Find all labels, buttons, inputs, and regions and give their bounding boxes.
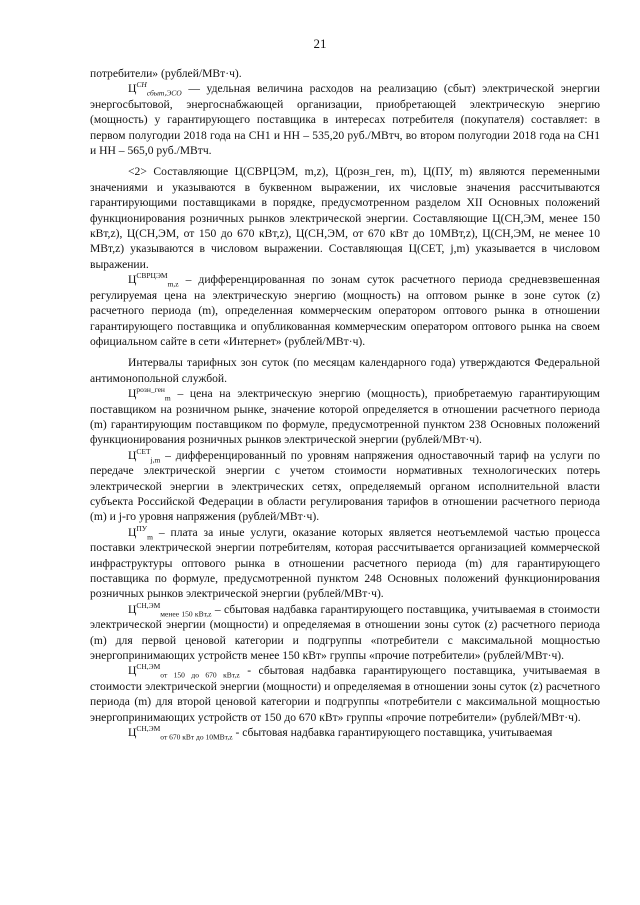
symbol-subscript: m <box>147 532 153 542</box>
formula-symbol <box>128 271 179 289</box>
symbol-superscript: СВРЦЭМ <box>136 271 168 281</box>
paragraph-p1 <box>90 81 600 158</box>
paragraph-p8 <box>90 602 600 664</box>
formula-symbol <box>128 446 161 465</box>
paragraph-p4 <box>90 355 600 386</box>
symbol-base: Ц <box>128 448 137 462</box>
paragraph-text: – дифференцированный по уровням напряжения одноставочный тариф на услуги по передаче электрической энергии с учетом стоимости нормативных технологических потерь электрической энергии в электрических сетях, определяемый органом исполнительной власти субъекта Российской Федерации в области регулирования тарифов в отношении расчетного периода (m) и j-го уровня напряжения (рублей/МВт·ч). <box>90 448 600 524</box>
symbol-subscript: сбыт,ЭСО <box>146 88 182 98</box>
paragraph-text: - сбытовая надбавка гарантирующего поставщика, учитываемая <box>232 726 553 740</box>
formula-symbol <box>128 600 212 619</box>
symbol-superscript: СН <box>136 80 147 90</box>
symbol-superscript: СН,ЭМ <box>136 600 161 610</box>
formula-symbol <box>128 662 240 680</box>
symbol-superscript: СН,ЭМ <box>136 724 161 734</box>
paragraph-p2 <box>90 164 600 272</box>
paragraph-text: потребители» (рублей/МВт·ч). <box>90 67 242 80</box>
symbol-subscript: от 670 кВт до 10МВт,z <box>160 732 233 742</box>
paragraph-text: - сбытовая надбавка гарантирующего поставщика, учитываемая в стоимости электрической энергии (мощности) и определяемая в отношении зоны суток (z) расчетного периода (m) для второй ценовой категории и подгруппы «потребители с максимальной мощностью энергопринимающих устройств от 150 до 670 кВт» группы «прочие потребители» (рублей/МВт·ч). <box>90 664 600 724</box>
formula-symbol <box>128 385 171 403</box>
symbol-subscript: m <box>164 393 171 403</box>
formula-symbol <box>128 523 153 542</box>
paragraph-p0 <box>90 66 600 81</box>
formula-symbol <box>128 724 233 742</box>
symbol-base: Ц <box>128 82 137 96</box>
paragraph-text: – дифференцированная по зонам суток расчетного периода средневзвешенная регулируемая цена на электрическую энергию (мощность) на оптовом рынке в зоне суток (z) расчетного периода (m), определенная коммерческим оператором оптового рынка в отношении гарантирующего поставщика и опубликованная коммерческим оператором оптового рынка на своем официальном сайте в сети «Интернет» (рублей/МВт·ч). <box>90 273 600 348</box>
formula-symbol <box>128 80 182 98</box>
symbol-subscript: j,m <box>150 455 161 465</box>
paragraph-text: – плата за иные услуги, оказание которых является неотъемлемой частью процесса поставки электрической энергии потребителям, которая рассчитывается организацией коммерческой инфраструктуры оптового рынка в отношении расчетного периода (m) для гарантирующего поставщика по формуле, предусмотренной пунктом 248 Основных положений функционирования розничных рынков электрической энергии (рублей/МВт·ч). <box>90 525 600 601</box>
symbol-base: Ц <box>128 273 137 287</box>
symbol-base: Ц <box>128 387 137 401</box>
symbol-superscript: розн_ген <box>136 385 165 395</box>
paragraph-text: – сбытовая надбавка гарантирующего поставщика, учитываемая в стоимости электрической энергии (мощности) и определяемая в отношении зоны суток (z) расчетного периода (m) для первой ценовой категории и подгруппы «потребители с максимальной мощностью энергопринимающих устройств менее 150 кВт» группы «прочие потребители» (рублей/МВт·ч). <box>90 602 600 663</box>
symbol-superscript: СН,ЭМ <box>136 662 161 672</box>
paragraph-p5 <box>90 386 600 448</box>
paragraph-text: Интервалы тарифных зон суток (по месяцам календарного года) утверждаются Федеральной антимонопольной службой. <box>90 356 600 385</box>
page-number: 21 <box>313 36 327 51</box>
symbol-subscript: m,z <box>167 279 179 289</box>
symbol-base: Ц <box>128 602 137 616</box>
paragraph-text: — удельная величина расходов на реализацию (сбыт) электрической энергии энергосбытовой, энергоснабжающей организации, приобретающей электрическую энергию (мощность) у гарантирующего поставщика в интересах потребителя (покупателя) составляет: в первом полугодии 2018 года на СН1 и НН – 535,20 руб./МВтч, во втором полугодии 2018 года на СН1 и НН – 565,0 руб./МВтч. <box>90 82 600 158</box>
paragraph-p10 <box>90 725 600 740</box>
paragraph-p3 <box>90 272 600 349</box>
paragraph-p6 <box>90 448 600 525</box>
paragraph-p9 <box>90 663 600 725</box>
symbol-base: Ц <box>128 726 137 740</box>
symbol-subscript: менее 150 кВт,z <box>160 609 212 619</box>
symbol-subscript: от 150 до 670 кВт,z <box>160 670 240 680</box>
symbol-superscript: ПУ <box>136 523 148 533</box>
symbol-base: Ц <box>128 664 137 678</box>
paragraph-text: <2> Составляющие Ц(СВРЦЭМ, m,z), Ц(розн_ген, m), Ц(ПУ, m) являются переменными значениями и указываются в буквенном выражении, их числовые значения рассчитываются гарантирующими поставщиками в порядке, предусмотренном разделом XII Основных положений функционирования розничных рынков электрической энергии. Составляющие Ц(СН,ЭМ, менее 150 кВт,z), Ц(СН,ЭМ, от 150 до 670 кВт,z), Ц(СН,ЭМ, от 670 кВт до 10МВт,z), Ц(СН,ЭМ, не менее 10 МВт,z) указываются в числовом выражении. Составляющая Ц(СЕТ, j,m) указывается в числовом выражении. <box>90 165 600 271</box>
paragraph-text: – цена на электрическую энергию (мощность), приобретаемую гарантирующим поставщиком на розничном рынке, значение которой определяется в отношении расчетного периода (m) гарантирующим поставщиком по формуле, предусмотренной пунктом 238 Основных положений функционирования розничных рынков электрической энергии (рублей/МВт·ч). <box>90 387 600 447</box>
paragraph-p7 <box>90 525 600 602</box>
symbol-base: Ц <box>128 525 137 539</box>
symbol-superscript: СЕТ <box>136 446 151 456</box>
document-body <box>90 66 600 740</box>
